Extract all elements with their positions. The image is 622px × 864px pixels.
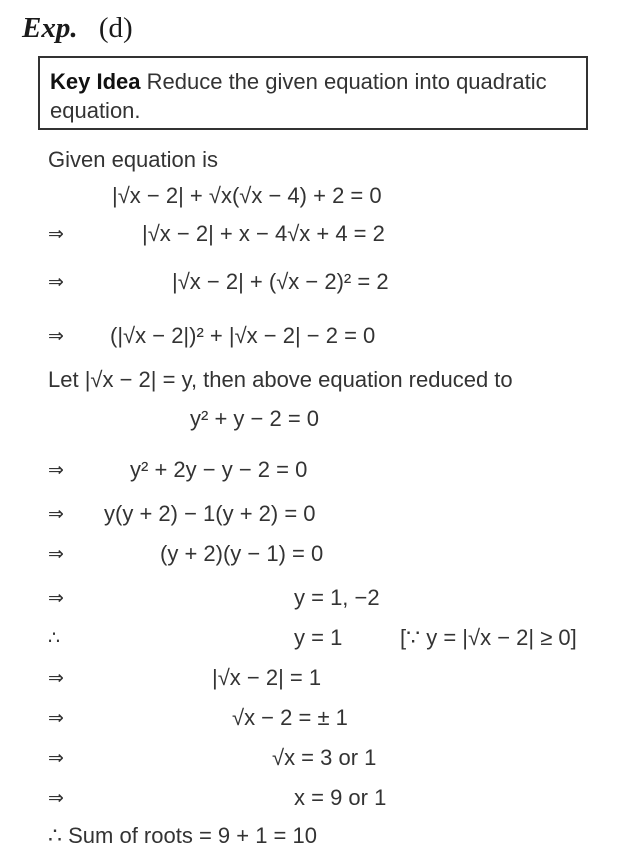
- equation-line: (y + 2)(y − 1) = 0: [160, 541, 324, 566]
- implies-symbol: ⇒: [48, 503, 64, 525]
- implies-symbol: ⇒: [48, 667, 64, 689]
- key-idea-label: Key Idea: [50, 69, 141, 94]
- exp-label: Exp.: [22, 12, 78, 44]
- equation-line: y² + 2y − y − 2 = 0: [130, 457, 308, 482]
- equation-line: |√x − 2| + (√x − 2)² = 2: [172, 269, 389, 294]
- key-idea-text: Reduce the given equation into quadratic equation.: [50, 69, 547, 123]
- reason-note: [∵ y = |√x − 2| ≥ 0]: [400, 625, 577, 650]
- therefore-symbol: ∴: [48, 627, 61, 649]
- solution-heading: [22, 12, 133, 45]
- implies-symbol: ⇒: [48, 787, 64, 809]
- intro-text: Given equation is: [48, 147, 218, 172]
- conclusion-text: ∴ Sum of roots = 9 + 1 = 10: [48, 823, 317, 848]
- answer-option: (d): [98, 12, 133, 44]
- key-idea-box: [38, 56, 588, 130]
- implies-symbol: ⇒: [48, 543, 64, 565]
- equation-line: |√x − 2| + x − 4√x + 4 = 2: [142, 221, 385, 246]
- implies-symbol: ⇒: [48, 459, 64, 481]
- implies-symbol: ⇒: [48, 223, 64, 245]
- equation-line: y(y + 2) − 1(y + 2) = 0: [104, 501, 316, 526]
- equation-line: y = 1, −2: [294, 585, 380, 610]
- equation-line: x = 9 or 1: [294, 785, 387, 810]
- equation-line: √x = 3 or 1: [272, 745, 377, 770]
- implies-symbol: ⇒: [48, 271, 64, 293]
- implies-symbol: ⇒: [48, 325, 64, 347]
- equation-line: y = 1: [294, 625, 343, 650]
- implies-symbol: ⇒: [48, 747, 64, 769]
- equation-line: y² + y − 2 = 0: [190, 406, 320, 431]
- implies-symbol: ⇒: [48, 587, 64, 609]
- equation-line: √x − 2 = ± 1: [232, 705, 348, 730]
- substitution-text: Let |√x − 2| = y, then above equation reduced to: [48, 367, 513, 392]
- equation-line: |√x − 2| = 1: [212, 665, 322, 690]
- implies-symbol: ⇒: [48, 707, 64, 729]
- equation-line: (|√x − 2|)² + |√x − 2| − 2 = 0: [110, 323, 376, 348]
- equation-line: |√x − 2| + √x(√x − 4) + 2 = 0: [112, 183, 382, 208]
